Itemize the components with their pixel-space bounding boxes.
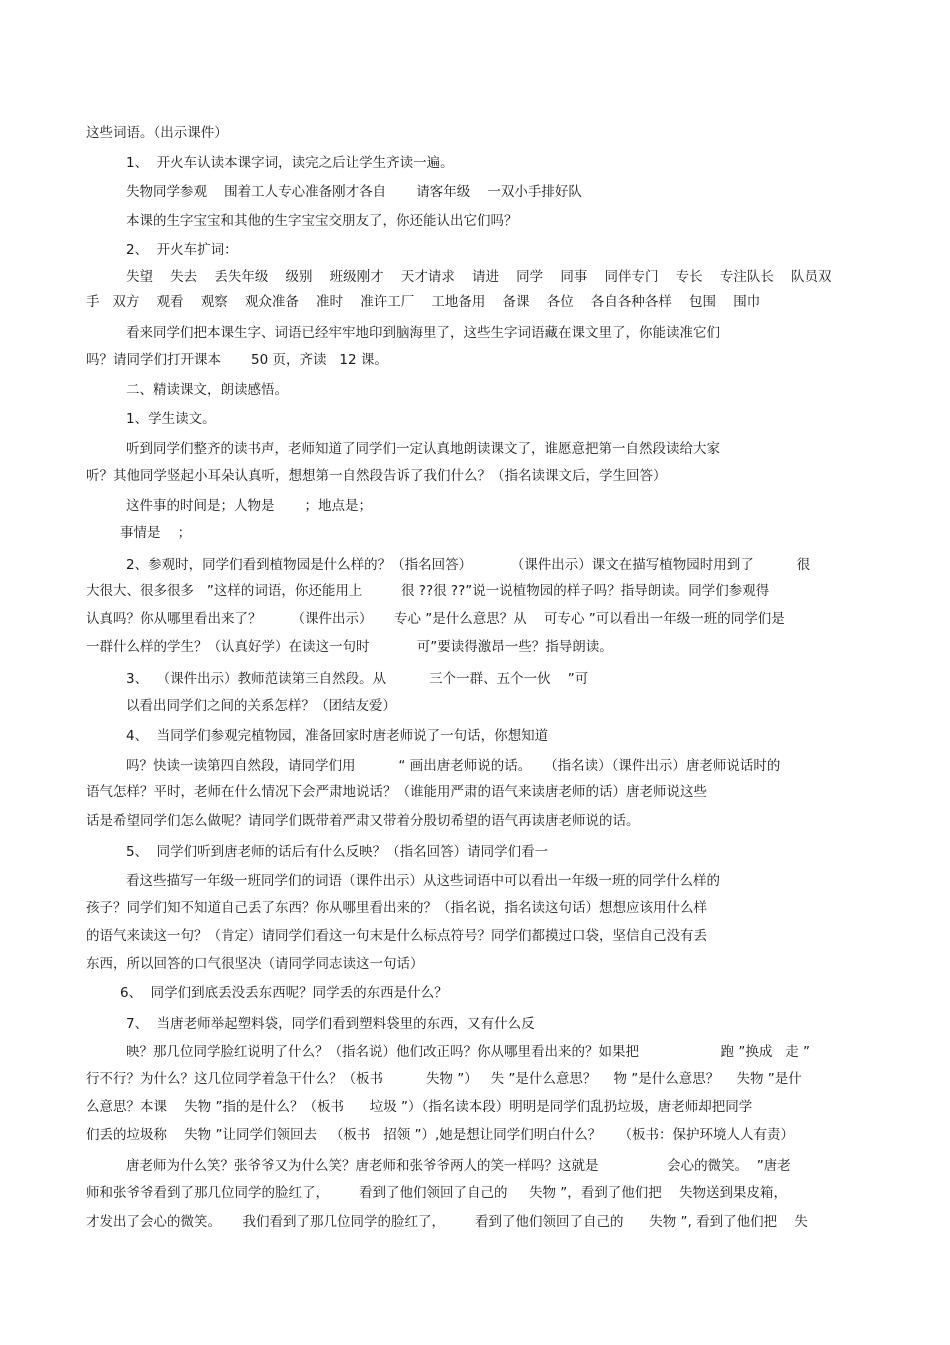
text-line: 这些词语。（出示课件） [86, 125, 228, 141]
text-line: 吗？快读一读第四自然段，请同学们用 “ 画出唐老师说的话。 （指名读）（课件出示）唐老师说话时的 [126, 758, 781, 774]
text-line: 事情是 ； [120, 525, 192, 541]
text-line: 7、 当唐老师举起塑料袋，同学们看到塑料袋里的东西，又有什么反 [126, 1016, 535, 1032]
text-line: 3、 （课件出示）教师范读第三自然段。从 三个一群、五个一伙 ”可 [126, 671, 589, 687]
text-line: 本课的生字宝宝和其他的生字宝宝交朋友了，你还能认出它们吗？ [126, 213, 518, 229]
text-line: 一群什么样的学生？（认真好学）在读这一句时 可”要读得激昂一些？指导朗读。 [86, 639, 613, 655]
text-line: 语气怎样？平时，老师在什么情况下会严肃地说话？（谁能用严肃的语气来读唐老师的话）唐老师说这些 [86, 784, 707, 800]
text-line: 失物同学参观 围着工人专心准备刚才各自 请客年级 一双小手排好队 [126, 184, 582, 200]
text-line: 以看出同学们之间的关系怎样？（团结友爱） [126, 698, 396, 714]
text-line: 失望 失去 丢失年级 级别 班级刚才 天才请求 请进 同学 同事 同伴专门 专长 专注队长 队员双 [126, 269, 832, 285]
text-line: 听到同学们整齐的读书声，老师知道了同学们一定认真地朗读课文了，谁愿意把第一自然段读给大家 [126, 441, 720, 457]
text-line: 1、 开火车认读本课字词，读完之后让学生齐读一遍。 [126, 155, 454, 171]
text-line: 师和张爷爷看到了那几位同学的脸红了， 看到了他们领回了自己的 失物 ”，看到了他们把 失物送到果皮箱， [86, 1185, 787, 1201]
text-line: 大很大、很多很多 ”这样的词语，你还能用上 很 ??很 ??”说一说植物园的样子吗？指导朗读。同学们参观得 [86, 583, 770, 599]
text-line: 看这些描写一年级一班同学们的词语（课件出示）从这些词语中可以看出一年级一班的同学什么样的 [126, 873, 720, 889]
text-line: 这件事的时间是；人物是 ；地点是； [126, 498, 373, 514]
text-line: 么意思？本课 失物 ”指的是什么？（板书 垃圾 ”）（指名读本段）明明是同学们乱扔垃圾，唐老师却把同学 [86, 1099, 753, 1115]
text-line: 映？那几位同学脸红说明了什么？（指名说）他们改正吗？你从哪里看出来的？如果把 跑 ”换成 走 ” [126, 1044, 810, 1060]
text-line: 2、 开火车扩词： [126, 242, 238, 258]
text-line: 吗？请同学们打开课本 50 页，齐读 12 课。 [86, 352, 388, 368]
text-line: 行不行？为什么？这几位同学着急干什么？（板书 失物 ”） 失 ”是什么意思？ 物 ”是什么意思？ 失物 ”是什 [86, 1071, 802, 1087]
text-line: 1、学生读文。 [126, 411, 216, 427]
text-line: 2、参观时，同学们看到植物园是什么样的？（指名回答） （课件出示）课文在描写植物园时用到了 很 [126, 557, 811, 573]
text-line: 东西，所以回答的口气很坚决（请同学同志读这一句话） [86, 956, 424, 972]
text-line: 看来同学们把本课生字、词语已经牢牢地印到脑海里了，这些生字词语藏在课文里了，你能读准它们 [126, 325, 720, 341]
text-line: 唐老师为什么笑？张爷爷又为什么笑？唐老师和张爷爷两人的笑一样吗？这就是 会心的微笑。 ”唐老 [126, 1158, 791, 1174]
text-line: 手 双方 观看 观察 观众准备 准时 准许工厂 工地备用 备课 各位 各自各种各样 包围 围巾 [86, 294, 761, 310]
text-line: 们丢的垃圾称 失物 ”让同学们领回去 （板书 招领 ”）,她是想让同学们明白什么？ （板书：保护环境人人有责） [86, 1127, 794, 1143]
text-line: 5、 同学们听到唐老师的话后有什么反映？（指名回答）请同学们看一 [126, 844, 549, 860]
text-line: 听？其他同学竖起小耳朵认真听，想想第一自然段告诉了我们什么？（指名读课文后，学生回答） [86, 468, 667, 484]
text-line: 孩子？同学们知不知道自己丢了东西？你从哪里看出来的？（指名说，指名读这句话）想想应该用什么样 [86, 900, 707, 916]
text-line: 话是希望同学们怎么做呢？请同学们既带着严肃又带着分殷切希望的语气再读唐老师说的话。 [86, 813, 640, 829]
text-line: 才发出了会心的微笑。 我们看到了那几位同学的脸红了， 看到了他们领回了自己的 失物 ”, 看到了他们把 失 [86, 1214, 808, 1230]
text-line: 的语气来读这一句？（肯定）请同学们看这一句末是什么标点符号？同学们都摸过口袋，坚信自己没有丢 [86, 928, 707, 944]
text-line: 4、 当同学们参观完植物园，准备回家时唐老师说了一句话，你想知道 [126, 728, 549, 744]
text-line: 认真吗？你从哪里看出来了？ （课件出示） 专心 ”是什么意思？从 可专心 ”可以看出一年级一班的同学们是 [86, 611, 785, 627]
text-line: 6、 同学们到底丢没丢东西呢？同学丢的东西是什么？ [120, 985, 448, 1001]
section-heading: 二、精读课文，朗读感悟。 [126, 382, 288, 398]
